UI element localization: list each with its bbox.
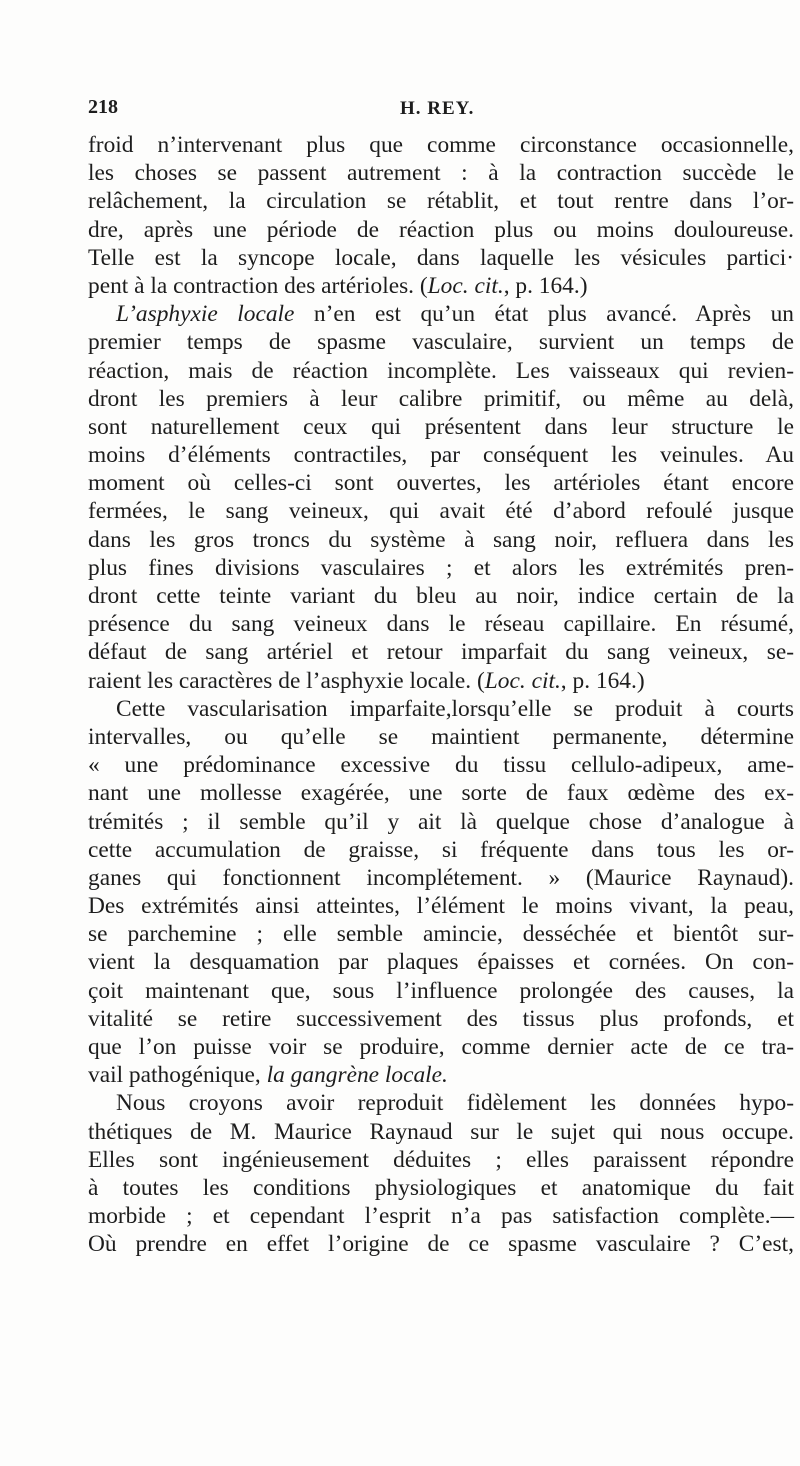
section-term-italic: L’asphyxie locale [116, 301, 295, 328]
text-run: vail pathogénique, [88, 1062, 267, 1089]
text-line: dans les gros troncs du système à sang noir, refluera dans les [88, 526, 794, 553]
text-line: vitalité se retire successivement des tissus plus profonds, et [88, 1005, 794, 1032]
text-line [88, 1061, 794, 1089]
text-line: moment où celles-ci sont ouvertes, les artérioles étant encore [88, 470, 794, 497]
text-line: intervalles, ou qu’elle se maintient permanente, détermine [88, 723, 794, 750]
text-line: dront cette teinte variant du bleu au noir, indice certain de la [88, 583, 794, 609]
text-line: Nous croyons avoir reproduit fidèlement les données hypo- [116, 1090, 794, 1117]
text-line: présence du sang veineux dans le réseau capillaire. En résumé, [88, 611, 794, 638]
text-line: froid n’intervenant plus que comme circonstance occasionnelle, [88, 132, 794, 158]
text-line [88, 272, 794, 300]
text-line: sont naturellement ceux qui présentent dans leur structure le [88, 413, 794, 440]
text-line: thétiques de M. Maurice Raynaud sur le sujet qui nous occupe. [88, 1118, 794, 1145]
text-line: se parchemine ; elle semble amincie, desséchée et bientôt sur- [88, 921, 794, 948]
text-line: ganes qui fonctionnent incomplétement. » (Maurice Raynaud). [88, 864, 794, 891]
text-line: les choses se passent autrement : à la contraction succède le [88, 160, 794, 187]
text-line: relâchement, la circulation se rétablit, et tout rentre dans l’or- [88, 188, 794, 215]
text-line: cette accumulation de graisse, si fréquente dans tous les or- [88, 836, 794, 863]
text-run: , p. 164.) [560, 667, 645, 694]
text-line: Où prendre en effet l’origine de ce spasme vasculaire ? C’est, [88, 1231, 794, 1258]
text-line [88, 300, 794, 328]
text-run: raient les caractères de l’asphyxie locale. ( [88, 667, 485, 694]
text-line: Telle est la syncope locale, dans laquelle les vésicules partici· [88, 244, 794, 271]
text-line: nant une mollesse exagérée, une sorte de faux œdème des ex- [88, 780, 794, 807]
text-run: n’en est qu’un état plus avancé. Après un [294, 301, 794, 328]
body-text [88, 131, 794, 1259]
text-line: Cette vascularisation imparfaite,lorsqu’elle se produit à courts [116, 695, 794, 722]
citation-italic: Loc. cit. [427, 272, 504, 299]
text-run: , p. 164.) [503, 272, 588, 299]
text-line [88, 667, 794, 695]
page-number: 218 [88, 96, 118, 118]
text-line: Des extrémités ainsi atteintes, l’élément le moins vivant, la peau, [88, 893, 794, 920]
text-line: plus fines divisions vasculaires ; et alors les extrémités pren- [88, 554, 794, 581]
text-line: défaut de sang artériel et retour imparfait du sang veineux, se- [88, 639, 794, 666]
text-line: vient la desquamation par plaques épaisses et cornées. On con- [88, 949, 794, 976]
text-line: fermées, le sang veineux, qui avait été d’abord refoulé jusque [88, 498, 794, 525]
text-run: pent à la contraction des artérioles. ( [88, 272, 428, 299]
text-line: Elles sont ingénieusement déduites ; elles paraissent répondre [88, 1146, 794, 1173]
text-line: çoit maintenant que, sous l’influence prolongée des causes, la [88, 977, 794, 1004]
text-line: dre, après une période de réaction plus ou moins douloureuse. [88, 216, 794, 243]
running-head: H. REY. [400, 98, 475, 119]
text-line: que l’on puisse voir se produire, comme dernier acte de ce tra- [88, 1034, 794, 1060]
text-line: dront les premiers à leur calibre primitif, ou même au delà, [88, 385, 794, 412]
text-line: réaction, mais de réaction incomplète. Les vaisseaux qui revien- [88, 357, 794, 384]
text-line: à toutes les conditions physiologiques et anatomique du fait [88, 1174, 794, 1201]
text-line: moins d’éléments contractiles, par conséquent les veinules. Au [88, 442, 794, 469]
text-line: premier temps de spasme vasculaire, survient un temps de [88, 329, 794, 356]
term-italic: la gangrène locale. [266, 1062, 448, 1089]
citation-italic: Loc. cit. [484, 667, 561, 694]
page-header [88, 96, 798, 126]
text-line: morbide ; et cependant l’esprit n’a pas satisfaction complète.— [88, 1203, 794, 1230]
text-line: trémités ; il semble qu’il y ait là quelque chose d’analogue à [88, 808, 794, 835]
text-line: « une prédominance excessive du tissu cellulo-adipeux, ame- [88, 752, 794, 779]
